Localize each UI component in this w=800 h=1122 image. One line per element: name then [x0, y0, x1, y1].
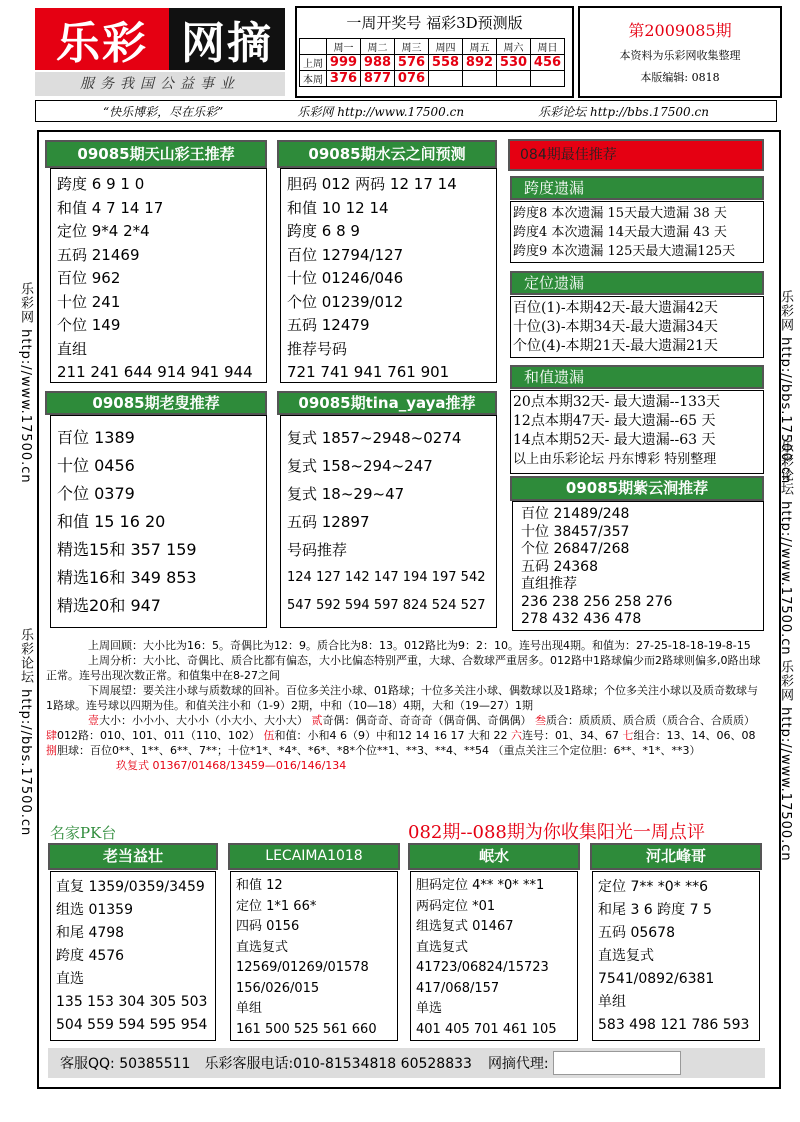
pk-col-box [230, 871, 398, 1041]
tianshan-line: 直组 [57, 339, 88, 358]
side-text-right-top: 乐彩网 http://bbs.17500.cn [778, 290, 793, 485]
item-marker: 贰 [311, 714, 323, 727]
ziyun-line: 十位 38457/357 [521, 523, 630, 540]
pk-line: 组选 01359 [56, 902, 133, 918]
span-miss-line: 跨度4 本次遗漏 14天最大遗漏 43 天 [513, 225, 727, 240]
pk-line: 41723/06824/15723 [416, 960, 549, 975]
banner-quote: “快乐博彩，尽在乐彩” [103, 104, 224, 119]
day-label: 周二 [361, 39, 395, 55]
issue-editor: 本版编辑: 0818 [640, 71, 720, 84]
pk-line: 和尾 4798 [56, 925, 125, 941]
pk-col-title: 老当益壮 [48, 843, 218, 870]
day-label: 周六 [497, 39, 531, 55]
tianshan-box [50, 168, 267, 383]
draw-number [531, 71, 565, 87]
pk-line: 单组 [236, 1001, 263, 1016]
weekly-results [295, 6, 574, 98]
draw-number: 558 [429, 55, 463, 71]
tianshan-line: 和值 4 7 14 17 [57, 198, 164, 217]
shuiyun-box [280, 168, 497, 383]
best-credit: 以上由乐彩论坛 丹东博彩 特别整理 [513, 452, 717, 467]
ziyun-line: 五码 24368 [521, 558, 598, 575]
ziyun-line: 百位 21489/248 [521, 506, 630, 522]
shuiyun-title: 09085期水云之间预测 [277, 140, 497, 168]
pk-col-title: 岷水 [408, 843, 580, 870]
shuiyun-line: 五码 12479 [287, 316, 370, 334]
day-label: 周三 [395, 39, 429, 55]
tianshan-line: 跨度 6 9 1 0 [57, 175, 145, 193]
draw-number: 376 [327, 71, 361, 87]
laosou-title: 09085期老叟推荐 [45, 391, 267, 415]
pk-line: 156/026/015 [236, 980, 320, 996]
tianshan-line: 定位 9*4 2*4 [57, 222, 150, 240]
pk-line: 和值 12 [236, 878, 283, 893]
picks-text: 奇偶：偶奇奇、奇奇奇（偶奇偶、奇偶偶） [322, 714, 532, 727]
pk-line: 直选 [56, 971, 84, 987]
picks-text: 大小：小小小、大小小（小大小、大小大） [99, 714, 308, 727]
pk-col-box [592, 871, 760, 1041]
side-text-right-mid: 乐彩论坛 http://www.17500.cn [778, 440, 793, 656]
draw-number [429, 71, 463, 87]
pk-line: 和尾 3 6 跨度 7 5 [598, 902, 712, 918]
laosou-line: 精选15和 357 159 [57, 540, 197, 559]
pk-col-box [410, 871, 578, 1041]
issue-note: 本资料为乐彩网收集整理 [619, 49, 741, 62]
last-week-label: 上周 [300, 55, 327, 71]
draw-number: 076 [395, 71, 429, 87]
pk-line: 417/068/157 [416, 980, 500, 996]
pk-line: 401 405 701 461 105 [416, 1021, 557, 1037]
picks-text: 连号：01、34、67 [521, 729, 619, 742]
banner [35, 100, 777, 122]
draw-number: 892 [463, 55, 497, 71]
picks-text: 01367/01468/13459—016/146/134 [152, 759, 347, 772]
pk-line: 直选复式 [598, 948, 654, 964]
day-label: 周五 [463, 39, 497, 55]
shuiyun-line: 推荐号码 [287, 339, 348, 358]
tina-line: 复式 18~29~47 [287, 485, 405, 503]
tina-line: 124 127 142 147 194 197 542 [287, 570, 486, 585]
ziyun-title: 09085期紫云涧推荐 [510, 476, 764, 501]
item-marker: 捌 [46, 744, 57, 757]
picks-text: 质合：质质质、质合质（质合合、合质质） [546, 714, 755, 727]
draw-number: 988 [361, 55, 395, 71]
picks-text: 和值：小和4 6（9）中和12 14 16 17 大和 22 [274, 729, 508, 742]
span-miss-title: 跨度遗漏 [510, 176, 764, 200]
slogan: 服务我国公益事业 [35, 72, 285, 96]
ziyun-line: 236 238 256 258 276 [521, 593, 673, 610]
tina-line: 547 592 594 597 824 524 527 [287, 598, 486, 613]
laosou-line: 和值 15 16 20 [57, 512, 166, 531]
tianshan-line: 211 241 644 914 941 944 [57, 363, 253, 381]
pk-line: 直选复式 [416, 939, 469, 955]
pk-line: 直选复式 [236, 939, 289, 955]
this-week-label: 本周 [300, 71, 327, 87]
pk-line: 两码定位 *01 [416, 898, 496, 914]
laosou-line: 个位 0379 [57, 484, 135, 503]
shuiyun-line: 百位 12794/127 [287, 245, 404, 264]
day-label: 周四 [429, 39, 463, 55]
logo [35, 8, 285, 70]
pk-headline: 082期--088期为你收集阳光一周点评 [408, 822, 705, 843]
shuiyun-line: 个位 01239/012 [287, 292, 404, 311]
shuiyun-line: 十位 01246/046 [287, 269, 404, 287]
review-paragraph: 上周回顾：大小比为16：5。奇偶比为12：9。质合比为8：13。012路比为9：2：10。连号出现4期。和值为：27-25-18-18-19-8-15 [88, 639, 751, 652]
span-miss-line: 跨度9 本次遗漏 125天最大遗漏125天 [513, 244, 736, 259]
day-label: 周日 [531, 39, 565, 55]
laosou-box [50, 415, 267, 628]
side-text-left-top: 乐彩网 http://www.17500.cn [18, 282, 33, 484]
agent-field[interactable] [553, 1051, 681, 1075]
laosou-line: 百位 1389 [57, 428, 135, 447]
span-miss-box [510, 201, 764, 263]
ziyun-line: 直组推荐 [521, 576, 577, 592]
laosou-line: 精选20和 947 [57, 596, 161, 615]
sum-miss-line: 20点本期32天- 最大遗漏--133天 [513, 394, 720, 410]
laosou-line: 精选16和 349 853 [57, 568, 197, 587]
weekly-table [299, 38, 565, 87]
analysis-block [46, 638, 764, 773]
pk-line: 五码 05678 [598, 925, 675, 941]
banner-forum-link[interactable]: 乐彩论坛 http://bbs.17500.cn [538, 104, 709, 119]
ziyun-box [512, 501, 764, 631]
picks-text: （重点关注三个定位胆：6**、*1*、**3） [492, 744, 701, 757]
sum-miss-line: 14点本期52天- 最大遗漏--63 天 [513, 432, 716, 448]
logo-black-part: 网摘 [181, 18, 273, 69]
issue-box [578, 6, 782, 98]
pk-col-title: 河北峰哥 [590, 843, 762, 870]
shuiyun-line: 和值 10 12 14 [287, 198, 389, 217]
pk-col-box [50, 871, 216, 1041]
pk-line: 504 559 594 595 954 [56, 1017, 208, 1033]
picks-paragraph [46, 713, 764, 773]
shuiyun-line: 跨度 6 8 9 [287, 222, 360, 240]
sum-miss-box [510, 390, 764, 474]
pk-line: 7541/0892/6381 [598, 971, 715, 987]
side-text-left-bottom: 乐彩论坛 http://bbs.17500.cn [18, 628, 33, 837]
pk-line: 四码 0156 [236, 919, 300, 934]
footer-qq: 客服QQ: 50385511 [60, 1056, 191, 1072]
banner-site-link[interactable]: 乐彩网 http://www.17500.cn [297, 104, 465, 119]
footer-phone: 乐彩客服电话:010-81534818 60528833 [204, 1056, 472, 1072]
shuiyun-line: 胆码 012 两码 12 17 14 [287, 175, 457, 193]
tina-line: 号码推荐 [287, 541, 348, 559]
draw-number: 877 [361, 71, 395, 87]
item-marker: 壹 [88, 714, 99, 727]
pk-line: 跨度 4576 [56, 948, 125, 964]
pos-miss-line: 个位(4)-本期21天-最大遗漏21天 [513, 338, 718, 354]
draw-number: 576 [395, 55, 429, 71]
outlook-paragraph: 下周展望：要关注小球与质数球的回补。百位多关注小球、01路球；十位多关注小球、偶数球以及1路球；个位多关注小球以及质奇数球与1路球。连号球以四期为佳。和值关注小和（1-9）2期，中和（10—18）4期，大和（19—27）1期 [46, 684, 758, 712]
picks-text: 012路：010、101、011（110、102） [57, 729, 260, 742]
sum-miss-title: 和值遗漏 [510, 365, 764, 389]
pos-miss-line: 百位(1)-本期42天-最大遗漏42天 [513, 300, 718, 316]
pk-col-title: LECAIMA1018 [228, 843, 400, 870]
tina-line: 复式 158~294~247 [287, 457, 433, 475]
span-miss-line: 跨度8 本次遗漏 15天最大遗漏 38 天 [513, 206, 727, 221]
item-marker: 叁 [535, 714, 546, 727]
tianshan-line: 五码 21469 [57, 245, 140, 264]
ziyun-line: 个位 26847/268 [521, 541, 630, 557]
item-marker: 玖复式 [116, 759, 149, 772]
shuiyun-line: 721 741 941 761 901 [287, 363, 450, 381]
pos-miss-box [510, 296, 764, 358]
pk-line: 直复 1359/0359/3459 [56, 879, 205, 895]
draw-number [497, 71, 531, 87]
item-marker: 肆 [46, 729, 57, 742]
pk-label: 名家PK台 [50, 824, 117, 842]
side-text-right-bottom: 乐彩网 http://www.17500.cn [778, 660, 793, 862]
ziyun-line: 278 432 436 478 [521, 611, 642, 627]
pk-line: 定位 7** *0* **6 [598, 879, 709, 895]
issue-number: 第2009085期 [628, 21, 732, 40]
picks-text: 组合：13、14、06、08 [633, 729, 756, 742]
pk-line: 12569/01269/01578 [236, 960, 369, 975]
picks-text: 胆球：百位0**、1**、6**、7**；十位*1*、*4*、*6*、*8*个位**1、**3、**4、**54 [57, 744, 489, 757]
tina-title: 09085期tina_yaya推荐 [277, 391, 497, 415]
pk-line: 单组 [598, 994, 626, 1010]
logo-red-part: 乐彩 [35, 8, 169, 70]
draw-number: 530 [497, 55, 531, 71]
item-marker: 六 [510, 729, 522, 742]
pk-line: 胆码定位 4** *0* **1 [416, 878, 545, 893]
best-title: 084期最佳推荐 [508, 139, 764, 171]
item-marker: 七 [622, 729, 634, 742]
tina-line: 复式 1857~2948~0274 [287, 429, 462, 447]
sum-miss-line: 12点本期47天- 最大遗漏--65 天 [513, 413, 716, 429]
footer [48, 1048, 765, 1078]
item-marker: 伍 [263, 729, 275, 742]
draw-number: 999 [327, 55, 361, 71]
pk-line: 583 498 121 786 593 [598, 1017, 750, 1033]
draw-number: 456 [531, 55, 565, 71]
pk-line: 161 500 525 561 660 [236, 1021, 377, 1037]
laosou-line: 十位 0456 [57, 456, 135, 475]
analysis-paragraph: 上周分析：大小比、奇偶比、质合比都有偏态，大小比偏态特别严重，大球、合数球严重居多。012路中1路球偏少而2路球则偏多,0路出球正常。连号出现次数正常。和值集中在8-27之间 [46, 654, 761, 682]
tina-line: 五码 12897 [287, 513, 370, 531]
tianshan-title: 09085期天山彩王推荐 [45, 140, 267, 168]
tianshan-line: 个位 149 [57, 316, 121, 334]
draw-number [463, 71, 497, 87]
pos-miss-line: 十位(3)-本期34天-最大遗漏34天 [513, 319, 718, 335]
tianshan-line: 十位 241 [57, 292, 121, 311]
tianshan-line: 百位 962 [57, 269, 121, 287]
pos-miss-title: 定位遗漏 [510, 271, 764, 295]
pk-line: 定位 1*1 66* [236, 898, 317, 914]
pk-line: 单选 [416, 1001, 443, 1016]
tina-box [280, 415, 497, 628]
pk-line: 组选复式 01467 [416, 919, 514, 934]
pk-line: 135 153 304 305 503 [56, 994, 208, 1010]
weekly-title: 一周开奖号 福彩3D预测版 [346, 14, 523, 32]
day-label: 周一 [327, 39, 361, 55]
footer-agent: 网摘代理: [487, 1056, 549, 1072]
